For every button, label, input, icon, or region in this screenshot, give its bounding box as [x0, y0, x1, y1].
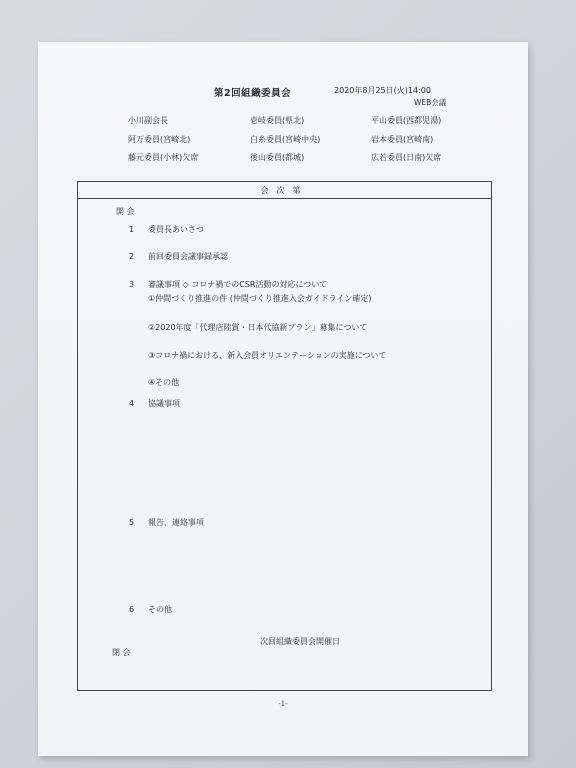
- agenda-item: 審議事項 ◇ コロナ禍でのCSR活動の対応について: [148, 280, 328, 289]
- agenda-item: 前回委員会議事録承認: [148, 252, 228, 261]
- attendee: 壱岐委員(県北): [250, 116, 305, 125]
- agenda-closing: 閉 会: [112, 648, 131, 657]
- agenda-subitem: ④その他: [148, 378, 180, 387]
- agenda-item-number: 6: [129, 605, 135, 614]
- page-number: -1-: [278, 700, 288, 708]
- attendee: 後山委員(都城): [250, 153, 305, 162]
- document-page: [38, 42, 528, 756]
- meeting-venue: WEB会議: [414, 98, 447, 107]
- attendee: 藤元委員(小林)欠席: [128, 153, 199, 162]
- agenda-item-number: 3: [129, 280, 135, 289]
- attendee: 岩本委員(宮崎南): [371, 135, 434, 144]
- agenda-header: [78, 182, 491, 199]
- agenda-item-number: 2: [129, 252, 135, 261]
- agenda-opening: 開 会: [116, 207, 135, 216]
- agenda-subitem: ①仲間づくり推進の件 (仲間づくり推進入会ガイドライン確定): [148, 294, 372, 303]
- agenda-subitem: ③コロナ禍における、新入会員オリエンテーションの実施について: [148, 351, 387, 360]
- agenda-item-number: 4: [129, 399, 135, 408]
- attendee: 白糸委員(宮崎中央): [250, 135, 321, 144]
- attendee: 広若委員(日南)欠席: [371, 153, 442, 162]
- agenda-subitem: ②2020年度「代理店陸賞・日本代協新プラン」募集について: [148, 323, 368, 332]
- agenda-item-number: 5: [129, 518, 135, 527]
- next-meeting-date: 次回組織委員会開催日: [260, 637, 340, 646]
- agenda-item-number: 1: [129, 225, 135, 234]
- agenda-item: 報告、連絡事項: [148, 518, 204, 527]
- agenda-heading: 会次第: [260, 186, 309, 195]
- agenda-box: [77, 181, 492, 691]
- agenda-item: その他: [148, 605, 172, 614]
- meeting-title: 第2回組織委員会: [214, 88, 292, 99]
- attendee: 阿万委員(宮崎北): [128, 135, 191, 144]
- agenda-item: 協議事項: [148, 399, 180, 408]
- attendee: 平山委員(西都児湯): [371, 116, 442, 125]
- meeting-datetime: 2020年8月25日(火)14:00: [334, 86, 431, 95]
- attendee: 小川副会長: [128, 116, 168, 125]
- agenda-item: 委員長あいさつ: [148, 225, 204, 234]
